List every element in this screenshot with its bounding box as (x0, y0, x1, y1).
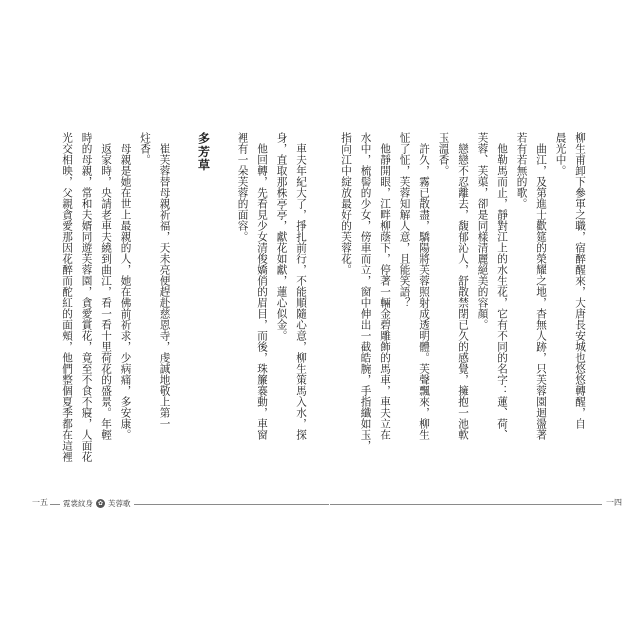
right-page-text-column: 水中，梳髻的少女，傍車而立，窗中伸出一截皓腕，手指纖如玉， (359, 132, 372, 451)
left-page-text-column: 車夫年紀大了，掙扎前行，不能順隨心意，柳生策馬入水，探 (295, 132, 307, 440)
page-number-left: 一五 (32, 498, 48, 507)
left-page-text-column: 光交相映，父親貪愛那因花醉而酡紅的面頰，他們整個夏季都在這裡 (61, 132, 73, 462)
right-page-text-column: 晨光中。 (554, 132, 567, 176)
left-page-text-column: 崔芙蓉替母親祈福，天未亮便趕赴慈恩寺，虔誠地敬上第一 (158, 132, 171, 429)
right-page-text-column: 芙蓉、芙蕖，卻是同樣清麗絕美的容顏。 (476, 132, 489, 330)
left-page-text-column: 身，直取那株亭亭，獻花如獻，蓮心似金。 (275, 132, 288, 341)
left-page-text-column: 母親是她在世上最親的人，她在佛前祈求，少病痛，多安康。 (119, 132, 132, 440)
right-page-text (340, 132, 589, 451)
book-title: 霓裳紋身 (63, 499, 93, 508)
right-page-text-column: 玉溫香。 (437, 132, 450, 176)
left-page-text-column: 返家時，央請老車夫繞到曲江，看一看十里荷花的盛景。年輕 (100, 132, 112, 440)
left-page-text (48, 132, 310, 462)
page-number-right: 一四 (606, 498, 622, 507)
right-page-text-column: 指向江中綻放最好的芙蓉花。 (340, 132, 352, 275)
right-page-text-column: 許久，霧已散盡，驕陽將芙蓉照射成透明體。芙聲飄來，柳生 (418, 132, 430, 440)
right-page-text-column: 柳生甫卸下參軍之職，宿醉醒來，大唐長安城也悠悠轉醒，自 (574, 132, 586, 429)
right-page-text-column: 他勒馬而止，靜對江上的水生花，它有不同的名字：蓮、荷、 (496, 132, 508, 440)
left-page-text-column: 炷香。 (139, 132, 151, 165)
right-page-text-column: 戀戀不忍離去，馥郁沁人，舒散禁閉已久的感覺，擁抱一池軟 (457, 132, 469, 440)
running-head (60, 498, 134, 509)
left-page-text-column: 他回轉，先看見少女清俊嬌俏的眉目，而後，珠簾褰動，車窗 (256, 132, 268, 440)
right-page-text-column: 怔了怔，芙蓉知解人意，且能笑語？ (398, 132, 411, 308)
flower-ornament-icon: ✿ (97, 500, 104, 507)
left-page-text-column (174, 132, 194, 420)
left-page-text-column: 時的母親，常和夫婿同遊芙蓉園，貪愛賞花，竟至不食不寢，人面花 (80, 132, 93, 462)
right-page-text-column: 若有若無的歌。 (515, 132, 528, 209)
left-page-text-column (213, 132, 233, 420)
right-page-text-column: 他靜開眼，江畔柳蔭下，停著一輛金碧雕飾的馬車，車夫立在 (379, 132, 391, 440)
section-heading: 多芳草 (196, 132, 211, 172)
footer-rule-right (330, 504, 602, 505)
right-page-text-column: 曲江，及第進士歡筵的榮耀之地，杳無人跡，只芙蓉園迴盪著 (535, 132, 547, 440)
left-page-text-column: 裡有一朵芙蓉的面容。 (236, 132, 249, 242)
chapter-title: 芙蓉歌 (108, 499, 131, 508)
